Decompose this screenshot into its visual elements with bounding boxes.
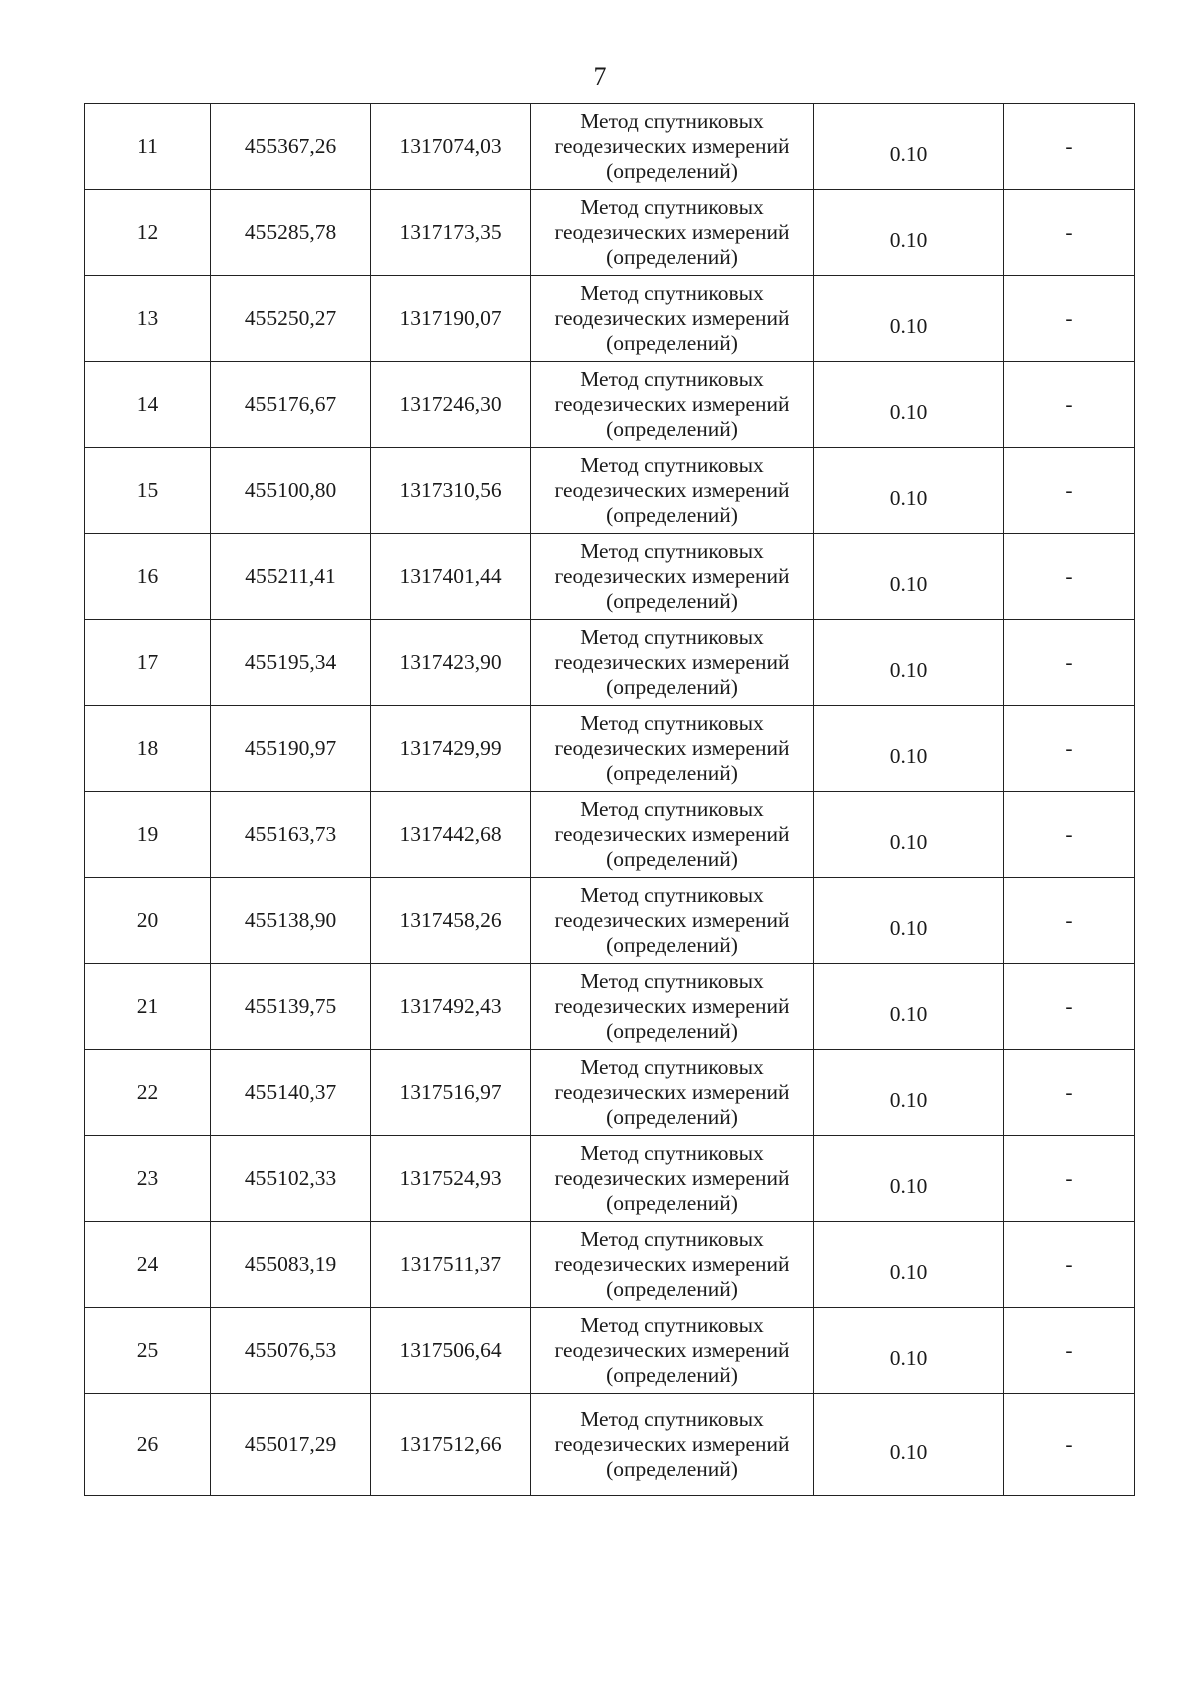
table-row [85, 1136, 1135, 1222]
x-coordinate-cell: 455102,33 [211, 1136, 371, 1222]
x-coordinate-cell: 455076,53 [211, 1308, 371, 1394]
point-number-cell: 21 [85, 964, 211, 1050]
x-coordinate-cell: 455367,26 [211, 104, 371, 190]
method-line: Метод спутниковых [580, 1227, 764, 1251]
method-line: Метод спутниковых [580, 883, 764, 907]
method-cell [531, 792, 814, 878]
method-line: Метод спутниковых [580, 969, 764, 993]
point-number-cell: 19 [85, 792, 211, 878]
y-coordinate-cell: 1317442,68 [371, 792, 531, 878]
y-coordinate-cell: 1317512,66 [371, 1394, 531, 1496]
method-line: геодезических измерений [554, 736, 790, 760]
accuracy-value: 0.10 [889, 744, 928, 768]
method-line: (определений) [606, 159, 738, 183]
accuracy-cell [814, 706, 1004, 792]
accuracy-value: 0.10 [889, 830, 928, 854]
method-line: Метод спутниковых [580, 109, 764, 133]
accuracy-cell [814, 534, 1004, 620]
method-cell [531, 1394, 814, 1496]
point-number-cell: 26 [85, 1394, 211, 1496]
table-row [85, 706, 1135, 792]
note-cell: - [1004, 190, 1135, 276]
note-cell: - [1004, 964, 1135, 1050]
x-coordinate-cell: 455138,90 [211, 878, 371, 964]
table-row [85, 534, 1135, 620]
table-row [85, 1050, 1135, 1136]
note-cell: - [1004, 1050, 1135, 1136]
table-row [85, 878, 1135, 964]
method-line: Метод спутниковых [580, 539, 764, 563]
y-coordinate-cell: 1317492,43 [371, 964, 531, 1050]
method-line: геодезических измерений [554, 1252, 790, 1276]
x-coordinate-cell: 455190,97 [211, 706, 371, 792]
method-line: (определений) [606, 245, 738, 269]
point-number-cell: 16 [85, 534, 211, 620]
method-cell [531, 706, 814, 792]
method-cell [531, 1050, 814, 1136]
x-coordinate-cell: 455100,80 [211, 448, 371, 534]
method-line: (определений) [606, 1457, 738, 1481]
note-cell: - [1004, 276, 1135, 362]
accuracy-cell [814, 1136, 1004, 1222]
method-line: (определений) [606, 1105, 738, 1129]
method-line: (определений) [606, 417, 738, 441]
coordinates-table [84, 103, 1135, 1496]
method-line: геодезических измерений [554, 1432, 790, 1456]
y-coordinate-cell: 1317423,90 [371, 620, 531, 706]
point-number-cell: 14 [85, 362, 211, 448]
method-line: Метод спутниковых [580, 453, 764, 477]
y-coordinate-cell: 1317524,93 [371, 1136, 531, 1222]
x-coordinate-cell: 455017,29 [211, 1394, 371, 1496]
accuracy-value: 0.10 [889, 1346, 928, 1370]
point-number-cell: 12 [85, 190, 211, 276]
method-line: геодезических измерений [554, 1166, 790, 1190]
method-line: (определений) [606, 847, 738, 871]
method-line: (определений) [606, 933, 738, 957]
note-cell: - [1004, 706, 1135, 792]
accuracy-value: 0.10 [889, 486, 928, 510]
point-number-cell: 18 [85, 706, 211, 792]
table-row [85, 792, 1135, 878]
accuracy-value: 0.10 [889, 400, 928, 424]
y-coordinate-cell: 1317506,64 [371, 1308, 531, 1394]
method-cell [531, 448, 814, 534]
x-coordinate-cell: 455285,78 [211, 190, 371, 276]
x-coordinate-cell: 455250,27 [211, 276, 371, 362]
y-coordinate-cell: 1317511,37 [371, 1222, 531, 1308]
method-line: геодезических измерений [554, 220, 790, 244]
note-cell: - [1004, 792, 1135, 878]
accuracy-value: 0.10 [889, 658, 928, 682]
note-cell: - [1004, 1394, 1135, 1496]
accuracy-value: 0.10 [889, 1002, 928, 1026]
table-row [85, 620, 1135, 706]
method-line: геодезических измерений [554, 1338, 790, 1362]
method-line: (определений) [606, 675, 738, 699]
method-line: геодезических измерений [554, 822, 790, 846]
note-cell: - [1004, 620, 1135, 706]
method-cell [531, 190, 814, 276]
method-cell [531, 878, 814, 964]
accuracy-cell [814, 792, 1004, 878]
point-number-cell: 15 [85, 448, 211, 534]
note-cell: - [1004, 1308, 1135, 1394]
table-row [85, 276, 1135, 362]
method-line: геодезических измерений [554, 306, 790, 330]
x-coordinate-cell: 455163,73 [211, 792, 371, 878]
table-row [85, 964, 1135, 1050]
note-cell: - [1004, 1136, 1135, 1222]
accuracy-cell [814, 1222, 1004, 1308]
note-cell: - [1004, 878, 1135, 964]
point-number-cell: 24 [85, 1222, 211, 1308]
note-cell: - [1004, 534, 1135, 620]
point-number-cell: 25 [85, 1308, 211, 1394]
method-cell [531, 1308, 814, 1394]
method-line: геодезических измерений [554, 1080, 790, 1104]
note-cell: - [1004, 104, 1135, 190]
method-cell [531, 104, 814, 190]
table-row [85, 1222, 1135, 1308]
accuracy-value: 0.10 [889, 314, 928, 338]
x-coordinate-cell: 455083,19 [211, 1222, 371, 1308]
y-coordinate-cell: 1317401,44 [371, 534, 531, 620]
method-line: Метод спутниковых [580, 711, 764, 735]
method-line: (определений) [606, 1277, 738, 1301]
table-row [85, 362, 1135, 448]
x-coordinate-cell: 455195,34 [211, 620, 371, 706]
accuracy-value: 0.10 [889, 1260, 928, 1284]
accuracy-cell [814, 964, 1004, 1050]
accuracy-cell [814, 878, 1004, 964]
accuracy-cell [814, 276, 1004, 362]
method-line: (определений) [606, 761, 738, 785]
method-line: (определений) [606, 1019, 738, 1043]
method-line: геодезических измерений [554, 650, 790, 674]
method-cell [531, 276, 814, 362]
method-line: (определений) [606, 331, 738, 355]
method-line: геодезических измерений [554, 478, 790, 502]
method-line: геодезических измерений [554, 564, 790, 588]
table-body [85, 104, 1135, 1496]
method-cell [531, 964, 814, 1050]
y-coordinate-cell: 1317173,35 [371, 190, 531, 276]
point-number-cell: 22 [85, 1050, 211, 1136]
method-line: (определений) [606, 503, 738, 527]
method-line: Метод спутниковых [580, 1141, 764, 1165]
method-line: Метод спутниковых [580, 1313, 764, 1337]
accuracy-cell [814, 1394, 1004, 1496]
x-coordinate-cell: 455139,75 [211, 964, 371, 1050]
method-line: (определений) [606, 589, 738, 613]
point-number-cell: 20 [85, 878, 211, 964]
method-line: Метод спутниковых [580, 281, 764, 305]
x-coordinate-cell: 455140,37 [211, 1050, 371, 1136]
accuracy-value: 0.10 [889, 142, 928, 166]
accuracy-value: 0.10 [889, 916, 928, 940]
y-coordinate-cell: 1317458,26 [371, 878, 531, 964]
accuracy-value: 0.10 [889, 1088, 928, 1112]
method-line: геодезических измерений [554, 908, 790, 932]
y-coordinate-cell: 1317190,07 [371, 276, 531, 362]
note-cell: - [1004, 362, 1135, 448]
method-line: Метод спутниковых [580, 1055, 764, 1079]
accuracy-value: 0.10 [889, 228, 928, 252]
y-coordinate-cell: 1317246,30 [371, 362, 531, 448]
method-cell [531, 620, 814, 706]
note-cell: - [1004, 448, 1135, 534]
point-number-cell: 17 [85, 620, 211, 706]
y-coordinate-cell: 1317429,99 [371, 706, 531, 792]
y-coordinate-cell: 1317310,56 [371, 448, 531, 534]
accuracy-value: 0.10 [889, 1174, 928, 1198]
accuracy-cell [814, 362, 1004, 448]
method-line: геодезических измерений [554, 392, 790, 416]
x-coordinate-cell: 455211,41 [211, 534, 371, 620]
method-line: (определений) [606, 1191, 738, 1215]
method-line: геодезических измерений [554, 994, 790, 1018]
method-line: Метод спутниковых [580, 195, 764, 219]
method-line: (определений) [606, 1363, 738, 1387]
accuracy-cell [814, 104, 1004, 190]
accuracy-value: 0.10 [889, 1440, 928, 1464]
method-cell [531, 534, 814, 620]
y-coordinate-cell: 1317516,97 [371, 1050, 531, 1136]
y-coordinate-cell: 1317074,03 [371, 104, 531, 190]
method-cell [531, 1222, 814, 1308]
table-row [85, 1394, 1135, 1496]
accuracy-cell [814, 1308, 1004, 1394]
table-row [85, 104, 1135, 190]
accuracy-cell [814, 620, 1004, 706]
table-row [85, 1308, 1135, 1394]
method-line: геодезических измерений [554, 134, 790, 158]
page-number: 7 [593, 62, 607, 91]
method-cell [531, 1136, 814, 1222]
accuracy-cell [814, 190, 1004, 276]
method-line: Метод спутниковых [580, 625, 764, 649]
point-number-cell: 13 [85, 276, 211, 362]
accuracy-value: 0.10 [889, 572, 928, 596]
table-row [85, 448, 1135, 534]
method-line: Метод спутниковых [580, 797, 764, 821]
method-cell [531, 362, 814, 448]
note-cell: - [1004, 1222, 1135, 1308]
accuracy-cell [814, 448, 1004, 534]
method-line: Метод спутниковых [580, 1407, 764, 1431]
x-coordinate-cell: 455176,67 [211, 362, 371, 448]
table-row [85, 190, 1135, 276]
accuracy-cell [814, 1050, 1004, 1136]
point-number-cell: 11 [85, 104, 211, 190]
method-line: Метод спутниковых [580, 367, 764, 391]
point-number-cell: 23 [85, 1136, 211, 1222]
